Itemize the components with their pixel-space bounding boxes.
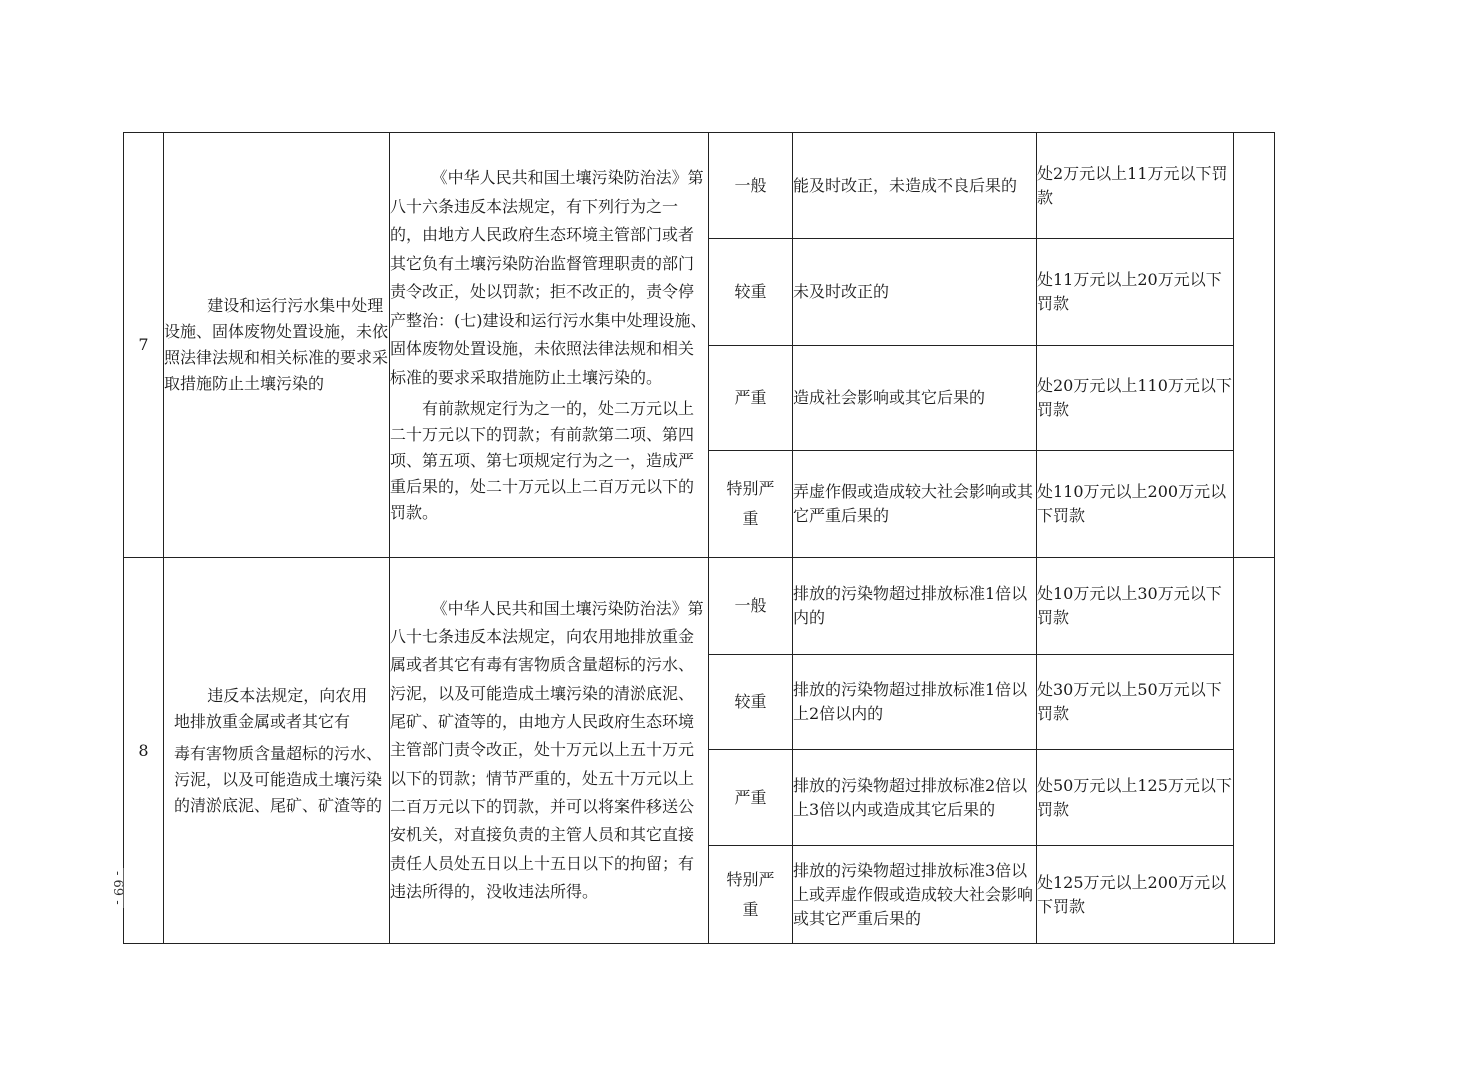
violation-item-line: 违反本法规定，向农用 <box>207 685 368 705</box>
severity-level: 严重 <box>709 346 793 451</box>
circumstance: 排放的污染物超过排放标准3倍以上或弄虚作假或造成较大社会影响或其它严重后果的 <box>793 846 1037 944</box>
table-row <box>124 133 1275 239</box>
punishment: 处11万元以上20万元以下罚款 <box>1037 239 1234 346</box>
severity-level: 特别严重 <box>709 451 793 558</box>
punishment: 处50万元以上125万元以下罚款 <box>1037 750 1234 846</box>
severity-level: 较重 <box>709 239 793 346</box>
punishment: 处30万元以上50万元以下罚款 <box>1037 655 1234 750</box>
punishment: 处2万元以上11万元以下罚款 <box>1037 133 1234 239</box>
violation-item <box>164 133 390 558</box>
legal-basis <box>390 558 709 944</box>
severity-level: 较重 <box>709 655 793 750</box>
table-row <box>124 558 1275 655</box>
penalty-standards-table <box>123 132 1275 944</box>
punishment: 处20万元以上110万元以下罚款 <box>1037 346 1234 451</box>
circumstance: 弄虚作假或造成较大社会影响或其它严重后果的 <box>793 451 1037 558</box>
punishment: 处125万元以上200万元以下罚款 <box>1037 846 1234 944</box>
severity-level: 一般 <box>709 558 793 655</box>
legal-basis-paragraph: 《中华人民共和国土壤污染防治法》第八十七条违反本法规定，向农用地排放重金属或者其它有毒有害物质含量超标的污水、污泥，以及可能造成土壤污染的清淤底泥、尾矿、矿渣等的，由地方人民政府生态环境主管部门责令改正，处十万元以上五十万元以下的罚款；情节严重的，处五十万元以上二百万元以下的罚款，并可以将案件移送公安机关，对直接负责的主管人员和其它直接责任人员处五日以上十五日以下的拘留；有违法所得的，没收违法所得。 <box>390 598 704 901</box>
violation-item <box>164 558 390 944</box>
circumstance: 造成社会影响或其它后果的 <box>793 346 1037 451</box>
circumstance: 未及时改正的 <box>793 239 1037 346</box>
legal-basis <box>390 133 709 558</box>
legal-basis-paragraph: 有前款规定行为之一的，处二万元以上二十万元以下的罚款；有前款第二项、第四项、第五项、第七项规定行为之一，造成严重后果的，处二十万元以上二百万元以下的罚款。 <box>390 399 695 522</box>
circumstance: 能及时改正，未造成不良后果的 <box>793 133 1037 239</box>
row-number: 7 <box>124 133 164 558</box>
punishment: 处10万元以上30万元以下罚款 <box>1037 558 1234 655</box>
violation-item-line: 毒有害物质含量超标的污水、污泥，以及可能造成土壤污染的清淤底泥、尾矿、矿渣等的 <box>174 743 383 815</box>
circumstance: 排放的污染物超过排放标准1倍以上2倍以内的 <box>793 655 1037 750</box>
circumstance: 排放的污染物超过排放标准1倍以内的 <box>793 558 1037 655</box>
circumstance: 排放的污染物超过排放标准2倍以上3倍以内或造成其它后果的 <box>793 750 1037 846</box>
punishment: 处110万元以上200万元以下罚款 <box>1037 451 1234 558</box>
severity-level: 一般 <box>709 133 793 239</box>
violation-item-text: 建设和运行污水集中处理设施、固体废物处置设施，未依照法律法规和相关标准的要求采取措施防止土壤污染的 <box>164 296 389 393</box>
violation-item-line: 地排放重金属或者其它有 <box>174 711 351 731</box>
remark-cell <box>1234 558 1275 944</box>
row-number: 8 <box>124 558 164 944</box>
severity-level: 严重 <box>709 750 793 846</box>
page-number: - 69 - <box>110 871 125 905</box>
severity-level: 特别严重 <box>709 846 793 944</box>
remark-cell <box>1234 133 1275 558</box>
legal-basis-paragraph: 《中华人民共和国土壤污染防治法》第八十六条违反本法规定，有下列行为之一的，由地方人民政府生态环境主管部门或者其它负有土壤污染防治监督管理职责的部门责令改正，处以罚款；拒不改正的，责令停产整治：(七)建设和运行污水集中处理设施、固体废物处置设施，未依照法律法规和相关标准的要求采取措施防止土壤污染的。 <box>390 168 707 387</box>
